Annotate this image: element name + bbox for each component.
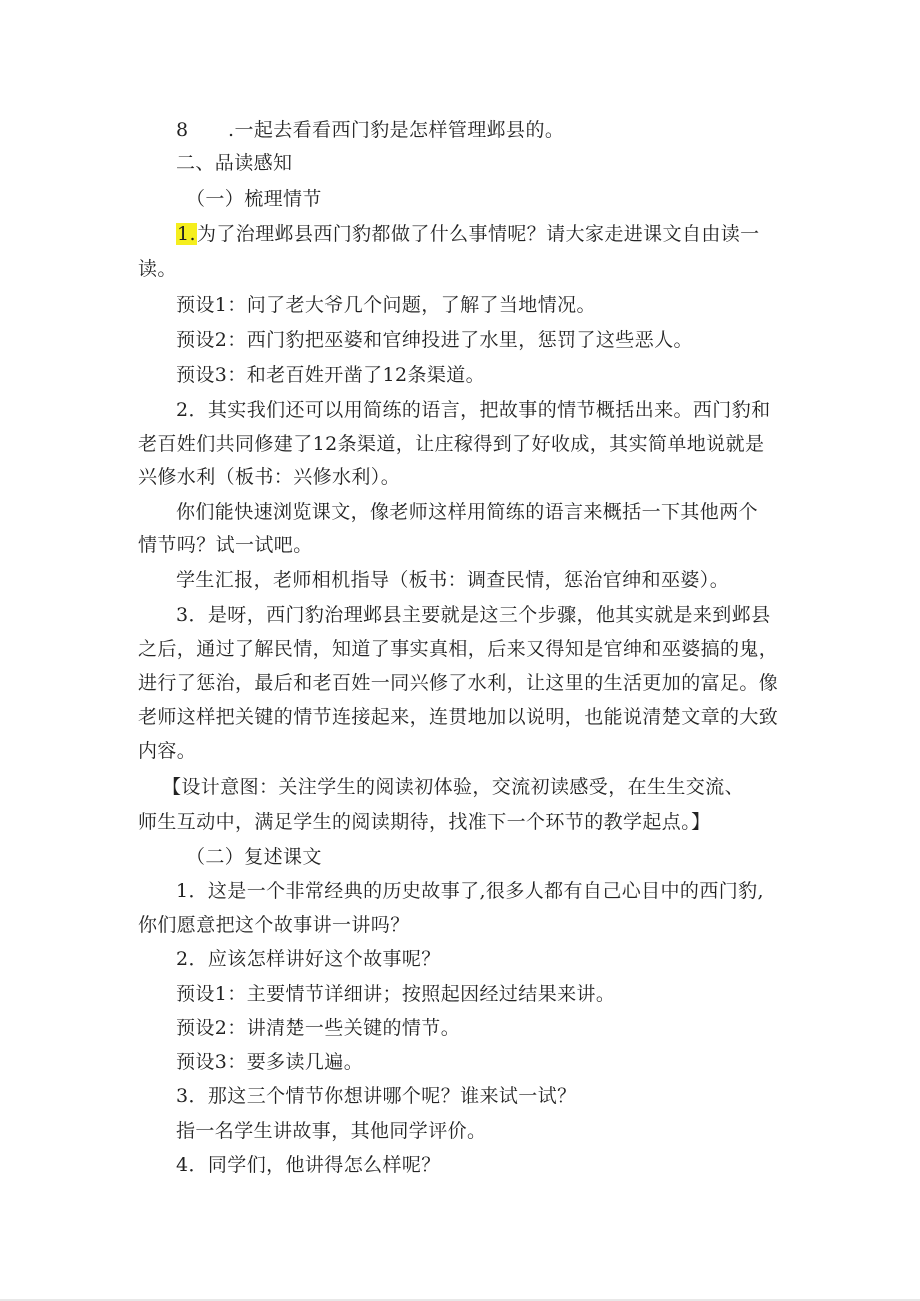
- question-1-line-1: 1．这是一个非常经典的历史故事了,很多人都有自己心目中的西门豹,: [176, 880, 764, 902]
- preset-3: 预设3：和老百姓开凿了12条渠道。: [176, 364, 486, 386]
- question-2: 2．应该怎样讲好这个故事呢？: [176, 948, 441, 970]
- question-3-follow: 指一名学生讲故事，其他同学评价。: [176, 1120, 487, 1142]
- paragraph-3-line-1: 你们能快速浏览课文，像老师这样用简练的语言来概括一下其他两个: [176, 501, 759, 523]
- subsection-heading-2: （二）复述课文: [186, 846, 322, 868]
- paragraph-5-line-3: 进行了惩治，最后和老百姓一同兴修了水利，让这里的生活更加的富足。像: [138, 672, 779, 694]
- question-1-line-2: 你们愿意把这个故事讲一讲吗？: [138, 914, 410, 936]
- question-4: 4．同学们，他讲得怎么样呢？: [176, 1154, 441, 1176]
- paragraph-line-1: [176, 118, 564, 142]
- question-2-preset-2: 预设2：讲清楚一些关键的情节。: [176, 1017, 461, 1039]
- question-2-preset-3: 预设3：要多读几遍。: [176, 1051, 364, 1073]
- paragraph-5-line-2: 之后，通过了解民情，知道了事实真相，后来又得知是官绅和巫婆搞的鬼，: [138, 638, 779, 660]
- paragraph-5-line-1: 3．是呀，西门豹治理邺县主要就是这三个步骤，他其实就是来到邺县: [176, 604, 771, 626]
- paragraph-5-line-4: 老师这样把关键的情节连接起来，连贯地加以说明，也能说清楚文章的大致: [138, 706, 779, 728]
- preset-1: 预设1：问了老大爷几个问题，了解了当地情况。: [176, 294, 596, 316]
- section-heading: 二、品读感知: [176, 152, 293, 174]
- subsection-heading: （一）梳理情节: [186, 188, 322, 210]
- highlighted-number: 1.: [177, 223, 196, 245]
- design-intent-line-2: 师生互动中，满足学生的阅读期待，找准下一个环节的教学起点。】: [138, 811, 711, 833]
- question-2-preset-1: 预设1：主要情节详细讲；按照起因经过结果来讲。: [176, 983, 616, 1005]
- preset-2: 预设2：西门豹把巫婆和官绅投进了水里，惩罚了这些恶人。: [176, 329, 693, 351]
- paragraph-2-line-1: 2．其实我们还可以用简练的语言，把故事的情节概括出来。西门豹和: [176, 399, 771, 421]
- paragraph-number: 8: [176, 119, 189, 141]
- paragraph-2-line-2: 老百姓们共同修建了12条渠道，让庄稼得到了好收成，其实简单地说就是: [138, 433, 765, 455]
- question-3: 3．那这三个情节你想讲哪个呢？谁来试一试？: [176, 1085, 577, 1107]
- paragraph-1-line-1: [176, 222, 760, 246]
- paragraph-2-line-3: 兴修水利（板书：兴修水利）。: [138, 466, 401, 488]
- paragraph-5-line-5: 内容。: [138, 740, 197, 762]
- paragraph-4-line-1: 学生汇报，老师相机指导（板书：调查民情，惩治官绅和巫婆）。: [176, 569, 730, 591]
- paragraph-3-line-2: 情节吗？试一试吧。: [138, 534, 313, 556]
- design-intent-line-1: 【设计意图：关注学生的阅读初体验，交流初读感受，在生生交流、: [162, 776, 745, 798]
- paragraph-text: 为了治理邺县西门豹都做了什么事情呢？请大家走进课文自由读一: [196, 223, 760, 245]
- paragraph-text: .一起去看看西门豹是怎样管理邺县的。: [228, 119, 565, 141]
- paragraph-1-line-2: 读。: [138, 258, 177, 280]
